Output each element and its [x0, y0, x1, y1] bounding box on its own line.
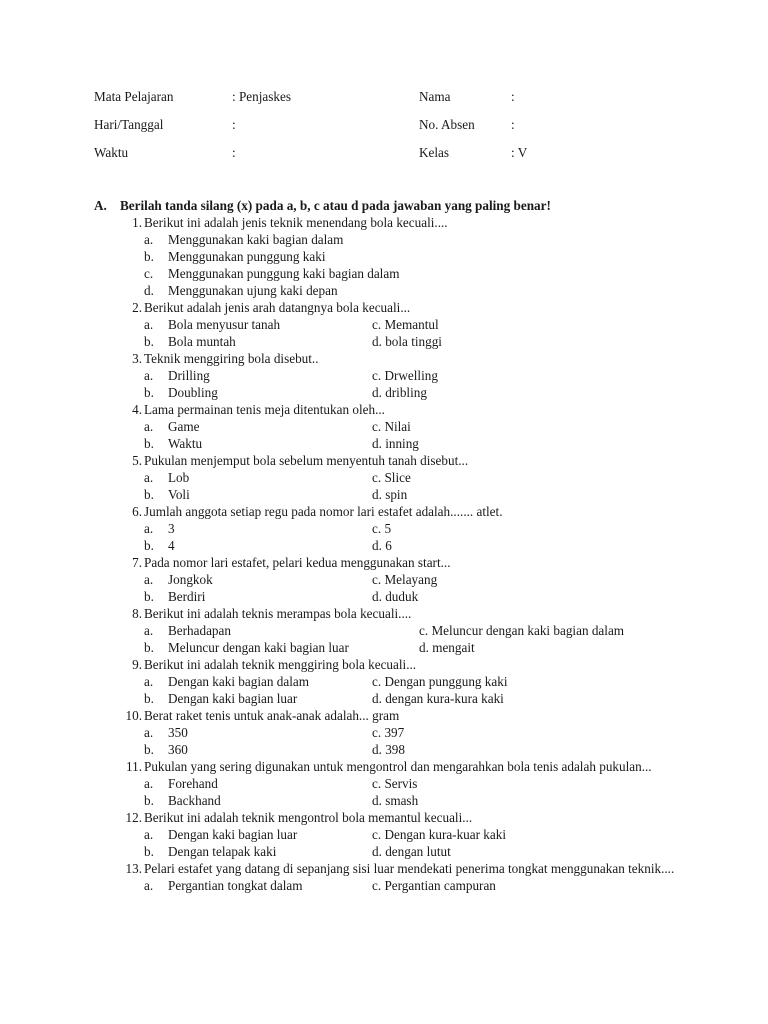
header-label: Mata Pelajaran: [94, 89, 174, 104]
header-value: :: [511, 117, 515, 132]
option-text: Game: [168, 419, 200, 434]
option-text: 3: [168, 521, 175, 536]
question-item: [0, 299, 768, 350]
question-text: Berat raket tenis untuk anak-anak adalah... gram: [144, 708, 400, 723]
option-row: [0, 690, 768, 707]
option-text: c. Melayang: [372, 572, 438, 587]
option-text: Menggunakan punggung kaki: [168, 249, 326, 264]
option-text: c. Drwelling: [372, 368, 438, 383]
option-label: d.: [144, 283, 154, 298]
option-row: [0, 418, 768, 435]
option-label: b.: [144, 793, 154, 808]
option-label: b.: [144, 742, 154, 757]
option-text: d. 398: [372, 742, 405, 757]
option-row: [0, 537, 768, 554]
option-text: c. Dengan kura-kuar kaki: [372, 827, 507, 842]
option-text: Drilling: [168, 368, 210, 383]
question-text: Pelari estafet yang datang di sepanjang sisi luar mendekati penerima tongkat menggunakan teknik....: [144, 861, 675, 876]
option-text: Berhadapan: [168, 623, 231, 638]
question-number: 12.: [125, 810, 142, 825]
option-row: [0, 571, 768, 588]
option-label: a.: [144, 232, 154, 247]
header-value: :: [232, 117, 236, 132]
option-label: a.: [144, 674, 154, 689]
option-text: c. Nilai: [372, 419, 411, 434]
question-item: [0, 809, 768, 860]
option-label: b.: [144, 691, 154, 706]
option-text: d. inning: [372, 436, 419, 451]
question-text: Pukulan yang sering digunakan untuk mengontrol dan mengarahkan bola tenis adalah pukulan...: [144, 759, 652, 774]
option-text: c. Pergantian campuran: [372, 878, 496, 893]
option-text: d. 6: [372, 538, 392, 553]
option-text: Dengan kaki bagian dalam: [168, 674, 309, 689]
option-label: a.: [144, 827, 154, 842]
option-row: [0, 843, 768, 860]
option-text: Jongkok: [168, 572, 213, 587]
option-label: a.: [144, 776, 154, 791]
option-row: [0, 265, 768, 282]
question-number: 3.: [132, 351, 142, 366]
option-label: b.: [144, 385, 154, 400]
header-value: :: [232, 145, 236, 160]
option-text: c. Meluncur dengan kaki bagian dalam: [419, 623, 625, 638]
question-item: [0, 401, 768, 452]
question-item: [0, 452, 768, 503]
option-label: b.: [144, 249, 154, 264]
option-text: c. 397: [372, 725, 405, 740]
question-item: [0, 605, 768, 656]
option-label: a.: [144, 572, 154, 587]
option-text: Dengan kaki bagian luar: [168, 691, 298, 706]
question-text: Berikut ini adalah jenis teknik menendang bola kecuali....: [144, 215, 448, 230]
header-label: Hari/Tanggal: [94, 117, 164, 132]
option-row: [0, 435, 768, 452]
question-number: 8.: [132, 606, 142, 621]
question-item: [0, 860, 768, 894]
option-label: b.: [144, 436, 154, 451]
question-text: Berikut ini adalah teknik mengontrol bola memantul kecuali...: [144, 810, 473, 825]
option-label: a.: [144, 878, 154, 893]
question-item: [0, 503, 768, 554]
question-number: 9.: [132, 657, 142, 672]
question-text: Berikut ini adalah teknis merampas bola kecuali....: [144, 606, 412, 621]
question-number: 5.: [132, 453, 142, 468]
option-row: [0, 622, 768, 639]
option-text: 360: [168, 742, 188, 757]
header-row-subject: [0, 88, 768, 106]
option-text: d. dribling: [372, 385, 427, 400]
option-text: Doubling: [168, 385, 218, 400]
question-text: Pada nomor lari estafet, pelari kedua menggunakan start...: [144, 555, 451, 570]
option-row: [0, 231, 768, 248]
question-item: [0, 707, 768, 758]
question-text: Jumlah anggota setiap regu pada nomor lari estafet adalah....... atlet.: [144, 504, 503, 519]
section-instruction: Berilah tanda silang (x) pada a, b, c atau d pada jawaban yang paling benar!: [120, 198, 551, 213]
question-number: 13.: [125, 861, 142, 876]
option-text: 350: [168, 725, 188, 740]
question-number: 6.: [132, 504, 142, 519]
option-text: Dengan kaki bagian luar: [168, 827, 298, 842]
option-text: d. dengan kura-kura kaki: [372, 691, 504, 706]
option-text: d. duduk: [372, 589, 419, 604]
option-label: b.: [144, 589, 154, 604]
option-text: Bola menyusur tanah: [168, 317, 281, 332]
question-text: Lama permainan tenis meja ditentukan oleh...: [144, 402, 385, 417]
option-row: [0, 741, 768, 758]
option-row: [0, 486, 768, 503]
option-text: c. Servis: [372, 776, 418, 791]
option-text: Backhand: [168, 793, 221, 808]
question-list: [0, 214, 768, 894]
option-text: Menggunakan punggung kaki bagian dalam: [168, 266, 400, 281]
option-label: b.: [144, 640, 154, 655]
question-number: 2.: [132, 300, 142, 315]
option-row: [0, 792, 768, 809]
option-row: [0, 333, 768, 350]
option-row: [0, 282, 768, 299]
option-text: Waktu: [168, 436, 203, 451]
question-number: 10.: [125, 708, 142, 723]
option-text: d. spin: [372, 487, 408, 502]
option-row: [0, 826, 768, 843]
option-label: a.: [144, 368, 154, 383]
option-row: [0, 724, 768, 741]
option-row: [0, 469, 768, 486]
option-text: Meluncur dengan kaki bagian luar: [168, 640, 349, 655]
option-row: [0, 673, 768, 690]
option-label: a.: [144, 521, 154, 536]
option-row: [0, 877, 768, 894]
option-row: [0, 248, 768, 265]
option-text: 4: [168, 538, 175, 553]
section-heading: [94, 197, 551, 215]
question-number: 1.: [132, 215, 142, 230]
header-value: : V: [511, 145, 528, 160]
option-label: a.: [144, 419, 154, 434]
question-item: [0, 656, 768, 707]
question-text: Teknik menggiring bola disebut..: [144, 351, 319, 366]
option-row: [0, 316, 768, 333]
question-item: [0, 554, 768, 605]
question-item: [0, 758, 768, 809]
question-item: [0, 214, 768, 299]
header-value: : Penjaskes: [232, 89, 291, 104]
question-number: 11.: [126, 759, 142, 774]
option-text: Lob: [168, 470, 190, 485]
header-row-date: [0, 116, 768, 134]
option-text: c. Slice: [372, 470, 411, 485]
option-label: b.: [144, 538, 154, 553]
section-letter: A.: [94, 198, 107, 213]
option-text: Dengan telapak kaki: [168, 844, 277, 859]
option-row: [0, 384, 768, 401]
option-row: [0, 639, 768, 656]
option-label: b.: [144, 844, 154, 859]
question-text: Berikut adalah jenis arah datangnya bola kecuali...: [144, 300, 411, 315]
option-label: a.: [144, 470, 154, 485]
option-label: a.: [144, 725, 154, 740]
option-label: a.: [144, 623, 154, 638]
option-text: d. smash: [372, 793, 419, 808]
option-row: [0, 775, 768, 792]
option-text: Pergantian tongkat dalam: [168, 878, 303, 893]
header-value: :: [511, 89, 515, 104]
option-row: [0, 520, 768, 537]
option-text: c. 5: [372, 521, 392, 536]
option-text: Berdiri: [168, 589, 206, 604]
option-label: a.: [144, 317, 154, 332]
option-text: Menggunakan kaki bagian dalam: [168, 232, 344, 247]
option-text: d. bola tinggi: [372, 334, 442, 349]
header-label: No. Absen: [419, 117, 475, 132]
option-label: c.: [144, 266, 154, 281]
option-label: b.: [144, 334, 154, 349]
question-text: Berikut ini adalah teknik menggiring bola kecuali...: [144, 657, 417, 672]
header-row-time: [0, 144, 768, 162]
header-label: Waktu: [94, 145, 129, 160]
question-number: 7.: [132, 555, 142, 570]
option-text: Voli: [168, 487, 190, 502]
option-text: d. mengait: [419, 640, 475, 655]
option-text: c. Memantul: [372, 317, 439, 332]
option-text: Menggunakan ujung kaki depan: [168, 283, 338, 298]
question-text: Pukulan menjemput bola sebelum menyentuh tanah disebut...: [144, 453, 469, 468]
header-label: Kelas: [419, 145, 450, 160]
option-label: b.: [144, 487, 154, 502]
option-text: d. dengan lutut: [372, 844, 451, 859]
option-row: [0, 367, 768, 384]
header-label: Nama: [419, 89, 451, 104]
option-text: c. Dengan punggung kaki: [372, 674, 508, 689]
question-number: 4.: [132, 402, 142, 417]
option-text: Forehand: [168, 776, 218, 791]
option-row: [0, 588, 768, 605]
option-text: Bola muntah: [168, 334, 236, 349]
question-item: [0, 350, 768, 401]
